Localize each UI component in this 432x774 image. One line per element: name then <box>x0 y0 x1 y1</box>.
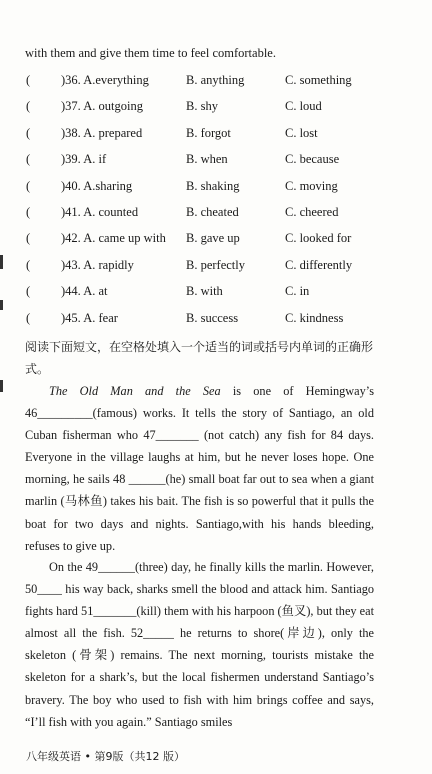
answer-paren: ( <box>26 125 31 140</box>
option-c: C. something <box>285 73 352 87</box>
option-a: )43. A. rapidly <box>61 257 134 272</box>
option-c: C. looked for <box>285 231 352 246</box>
answer-paren: ( <box>26 205 31 219</box>
option-c: C. loud <box>285 99 322 114</box>
binding-mark <box>0 380 3 392</box>
question-row <box>0 126 432 144</box>
answer-paren: ( <box>26 152 31 167</box>
intro-line: with them and give them time to feel comfortable. <box>25 46 276 60</box>
option-b: B. with <box>186 284 223 299</box>
answer-paren: ( <box>26 231 31 246</box>
option-b: B. shaking <box>186 178 240 193</box>
option-c: C. in <box>285 284 310 299</box>
question-row <box>0 99 432 117</box>
passage-p1-text: is one of Hemingway’s 46_________(famous) works. It tells the story of Santiago, an old Cuban fisherman who 47_______ (not catch) any fish for 84 days. Everyone in the village laughs at him, but he never loses hope. One morning, he sails 48 ______(he) small boat far out to sea when a giant marlin (马林鱼) takes his bait. The fish is so powerful that it pulls the boat for two days and nights. Santiago,with his hands bleeding, refuses to give up. <box>25 384 378 553</box>
answer-paren: ( <box>26 73 31 87</box>
option-b: B. shy <box>186 99 218 114</box>
option-c: C. differently <box>285 257 353 272</box>
option-c: C. kindness <box>285 310 344 325</box>
question-row <box>0 152 432 170</box>
option-b: B. forgot <box>186 125 231 140</box>
option-b: B. cheated <box>186 205 239 219</box>
option-c: C. because <box>285 152 340 167</box>
question-row <box>0 73 432 91</box>
question-row <box>0 231 432 249</box>
question-row <box>0 311 432 329</box>
option-c: C. lost <box>285 125 318 140</box>
question-row <box>0 258 432 276</box>
answer-paren: ( <box>26 310 31 325</box>
option-a: )37. A. outgoing <box>61 99 143 114</box>
answer-paren: ( <box>26 178 31 193</box>
option-c: C. cheered <box>285 205 339 219</box>
option-c: C. moving <box>285 178 338 193</box>
option-b: B. anything <box>186 73 245 87</box>
passage-title: The Old Man and the Sea <box>49 384 221 398</box>
option-b: B. when <box>186 152 228 167</box>
option-a: )40. A.sharing <box>61 178 133 193</box>
option-a: )41. A. counted <box>61 205 139 219</box>
option-b: B. perfectly <box>186 257 246 272</box>
question-row <box>0 205 432 223</box>
option-a: )42. A. came up with <box>61 231 166 246</box>
page-footer: 八年级英语 • 第9版（共12 版） <box>26 750 185 763</box>
option-a: )36. A.everything <box>61 73 149 87</box>
question-row <box>0 284 432 302</box>
answer-paren: ( <box>26 257 31 272</box>
passage-paragraph-2: On the 49______(three) day, he finally kills the marlin. However, 50____ his way back, sharks smell the blood and attack him. Santiago fights hard 51_______(kill) them with his harpoon (鱼叉), but they eat almost all the fish. 52_____ he returns to shore(岸边), only the skeleton (骨架) remains. The next morning, tourists mistake the skeleton for a shark’s, but the local fishermen understand Santiago’s bravery. The boy who used to fish with him brings coffee and says, “I’ll fish with you again.” Santiago smiles <box>25 560 378 729</box>
option-b: B. gave up <box>186 231 240 246</box>
option-a: )44. A. at <box>61 284 108 299</box>
answer-paren: ( <box>26 284 31 299</box>
answer-paren: ( <box>26 99 31 114</box>
option-a: )39. A. if <box>61 152 107 167</box>
option-a: )45. A. fear <box>61 310 118 325</box>
option-a: )38. A. prepared <box>61 125 143 140</box>
option-b: B. success <box>186 310 239 325</box>
question-row <box>0 179 432 197</box>
instruction-text: 阅读下面短文，在空格处填入一个适当的词或括号内单词的正确形式。 <box>25 340 374 376</box>
passage-paragraph-1 <box>25 380 378 557</box>
